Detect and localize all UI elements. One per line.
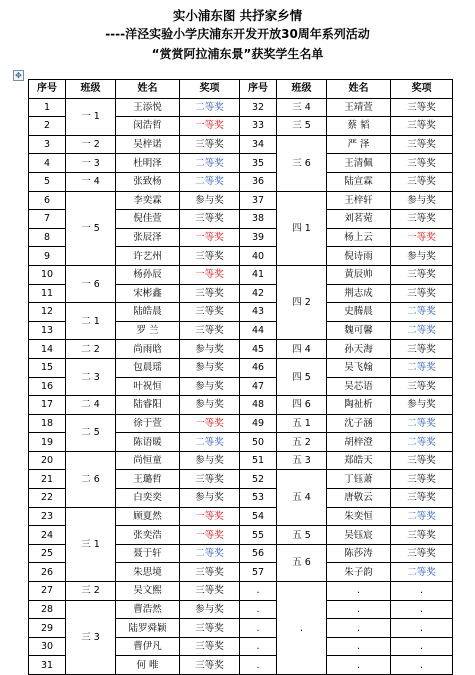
student-no: 11: [29, 284, 66, 303]
student-name: .: [327, 582, 391, 601]
award-cell: 二等奖: [391, 433, 453, 452]
student-no: 18: [29, 414, 66, 433]
student-no: 28: [29, 600, 66, 619]
class-cell: .: [277, 582, 327, 675]
student-name: 魏可馨: [327, 321, 391, 340]
student-no: 41: [240, 265, 277, 284]
student-no: 22: [29, 489, 66, 508]
student-name: 陈莎涛: [327, 544, 391, 563]
student-name: 曹伊凡: [116, 637, 180, 656]
student-no: 20: [29, 451, 66, 470]
student-name: 吴飞翰: [327, 358, 391, 377]
student-name: 沈子涵: [327, 414, 391, 433]
header-name-left: 姓名: [116, 80, 180, 99]
header-award-left: 奖项: [180, 80, 240, 99]
award-cell: 三等奖: [391, 526, 453, 545]
award-cell: 参与奖: [180, 600, 240, 619]
student-no: 32: [240, 98, 277, 117]
header-no-left: 序号: [29, 80, 66, 99]
class-cell: 四 5: [277, 358, 327, 395]
class-cell: 五 1: [277, 414, 327, 433]
class-cell: 三 5: [277, 117, 327, 136]
class-cell: 一 3: [66, 154, 116, 173]
student-no: 42: [240, 284, 277, 303]
student-no: 36: [240, 172, 277, 191]
class-cell: 四 2: [277, 265, 327, 339]
award-cell: 参与奖: [391, 396, 453, 415]
student-no: 24: [29, 526, 66, 545]
student-no: 2: [29, 117, 66, 136]
award-cell: 参与奖: [180, 451, 240, 470]
student-no: .: [240, 600, 277, 619]
award-cell: 三等奖: [391, 544, 453, 563]
student-no: 51: [240, 451, 277, 470]
student-no: .: [240, 637, 277, 656]
award-cell: 二等奖: [391, 507, 453, 526]
student-no: 5: [29, 172, 66, 191]
award-cell: 二等奖: [180, 154, 240, 173]
student-name: 朱子韵: [327, 563, 391, 582]
student-name: 王添悦: [116, 98, 180, 117]
student-no: 30: [29, 637, 66, 656]
student-no: 45: [240, 340, 277, 359]
student-no: 21: [29, 470, 66, 489]
class-cell: 四 4: [277, 340, 327, 359]
student-name: 黄辰帅: [327, 265, 391, 284]
student-name: 张辰泽: [116, 228, 180, 247]
student-name: 王璐哲: [116, 470, 180, 489]
title-line-1: 实小浦东图 共抒家乡情: [172, 8, 303, 23]
student-no: 27: [29, 582, 66, 601]
student-no: 46: [240, 358, 277, 377]
award-cell: 三等奖: [180, 303, 240, 322]
student-no: 44: [240, 321, 277, 340]
student-no: .: [240, 619, 277, 638]
student-no: 23: [29, 507, 66, 526]
student-no: 4: [29, 154, 66, 173]
award-cell: 三等奖: [391, 154, 453, 173]
table-row: [29, 191, 453, 210]
class-cell: 二 3: [66, 358, 116, 395]
class-cell: 一 2: [66, 135, 116, 154]
student-name: 朱奕恒: [327, 507, 391, 526]
student-name: 蔡 韬: [327, 117, 391, 136]
student-no: 47: [240, 377, 277, 396]
student-name: 陆罗舜颖: [116, 619, 180, 638]
student-name: 王清佩: [327, 154, 391, 173]
class-cell: 一 4: [66, 172, 116, 191]
student-name: 闵浩哲: [116, 117, 180, 136]
student-no: 26: [29, 563, 66, 582]
award-cell: 三等奖: [391, 210, 453, 229]
student-name: 顾夏然: [116, 507, 180, 526]
award-cell: 三等奖: [391, 117, 453, 136]
award-cell: 一等奖: [180, 265, 240, 284]
award-cell: 参与奖: [180, 191, 240, 210]
award-cell: 二等奖: [180, 172, 240, 191]
class-cell: 四 1: [277, 191, 327, 265]
award-cell: 参与奖: [180, 489, 240, 508]
award-cell: 参与奖: [391, 191, 453, 210]
table-move-handle-icon[interactable]: ✥: [13, 70, 24, 81]
student-name: 杨上云: [327, 228, 391, 247]
class-cell: 五 6: [277, 544, 327, 581]
class-cell: 一 5: [66, 191, 116, 265]
student-no: .: [240, 656, 277, 675]
student-name: .: [327, 619, 391, 638]
class-cell: 二 2: [66, 340, 116, 359]
award-cell: 三等奖: [180, 247, 240, 266]
class-cell: 三 2: [66, 582, 116, 601]
student-no: 15: [29, 358, 66, 377]
student-name: .: [327, 637, 391, 656]
table-row: [29, 303, 453, 322]
award-cell: 参与奖: [180, 358, 240, 377]
award-cell: 三等奖: [180, 656, 240, 675]
student-no: 52: [240, 470, 277, 489]
table-row: [29, 265, 453, 284]
header-no-right: 序号: [240, 80, 277, 99]
student-name: 张奕浩: [116, 526, 180, 545]
class-cell: 一 1: [66, 98, 116, 135]
student-name: 包晨瑶: [116, 358, 180, 377]
award-cell: 三等奖: [391, 470, 453, 489]
student-name: 杨孙辰: [116, 265, 180, 284]
student-name: 倪诗雨: [327, 247, 391, 266]
student-no: 19: [29, 433, 66, 452]
student-no: 35: [240, 154, 277, 173]
student-name: .: [327, 656, 391, 675]
student-name: 孙天海: [327, 340, 391, 359]
award-cell: .: [391, 582, 453, 601]
award-cell: 二等奖: [391, 321, 453, 340]
student-name: 陶祉析: [327, 396, 391, 415]
class-cell: 五 5: [277, 526, 327, 545]
award-cell: 三等奖: [391, 135, 453, 154]
student-name: 许艺州: [116, 247, 180, 266]
student-name: 胡梓澄: [327, 433, 391, 452]
award-cell: 参与奖: [180, 340, 240, 359]
table-row: [29, 154, 453, 173]
award-cell: 一等奖: [180, 228, 240, 247]
award-cell: 三等奖: [391, 340, 453, 359]
award-cell: 三等奖: [180, 563, 240, 582]
student-name: 杜明泽: [116, 154, 180, 173]
award-cell: .: [391, 637, 453, 656]
student-no: 6: [29, 191, 66, 210]
student-name: 徐于萱: [116, 414, 180, 433]
class-cell: 二 4: [66, 396, 116, 415]
student-no: 50: [240, 433, 277, 452]
class-cell: 四 6: [277, 396, 327, 415]
student-no: 54: [240, 507, 277, 526]
table-row: [29, 396, 453, 415]
class-cell: 二 1: [66, 303, 116, 340]
award-cell: 二等奖: [391, 563, 453, 582]
student-name: 史腾晨: [327, 303, 391, 322]
student-name: 曹浩然: [116, 600, 180, 619]
table-row: [29, 135, 453, 154]
award-cell: 一等奖: [180, 117, 240, 136]
award-table: [28, 79, 453, 675]
award-cell: 三等奖: [391, 489, 453, 508]
award-cell: 二等奖: [180, 544, 240, 563]
student-name: 陆宣霖: [327, 172, 391, 191]
student-name: 叶祝恒: [116, 377, 180, 396]
award-cell: 二等奖: [391, 303, 453, 322]
student-no: 38: [240, 210, 277, 229]
student-no: 33: [240, 117, 277, 136]
student-name: 吴文熙: [116, 582, 180, 601]
award-cell: 三等奖: [180, 210, 240, 229]
student-name: 王靖萱: [327, 98, 391, 117]
class-cell: 五 3: [277, 451, 327, 470]
student-name: 倪佳萱: [116, 210, 180, 229]
student-name: 聂于轩: [116, 544, 180, 563]
award-cell: 二等奖: [180, 433, 240, 452]
award-cell: 二等奖: [180, 98, 240, 117]
award-cell: 一等奖: [180, 414, 240, 433]
student-name: 吴梓诺: [116, 135, 180, 154]
student-no: 12: [29, 303, 66, 322]
header-name-right: 姓名: [327, 80, 391, 99]
student-name: 严 泽: [327, 135, 391, 154]
award-cell: 三等奖: [180, 637, 240, 656]
award-cell: 三等奖: [391, 265, 453, 284]
student-name: 白奕奕: [116, 489, 180, 508]
student-name: 吴芯语: [327, 377, 391, 396]
award-cell: 参与奖: [391, 247, 453, 266]
student-no: 9: [29, 247, 66, 266]
award-cell: 三等奖: [391, 172, 453, 191]
student-no: 13: [29, 321, 66, 340]
class-cell: 五 4: [277, 470, 327, 526]
award-cell: .: [391, 656, 453, 675]
student-name: 李奕霖: [116, 191, 180, 210]
table-row: [29, 451, 453, 470]
student-no: 31: [29, 656, 66, 675]
student-no: 17: [29, 396, 66, 415]
student-no: 43: [240, 303, 277, 322]
student-no: 55: [240, 526, 277, 545]
table-row: [29, 98, 453, 117]
award-cell: 三等奖: [180, 321, 240, 340]
header-class-left: 班级: [66, 80, 116, 99]
award-cell: 三等奖: [180, 582, 240, 601]
award-cell: 三等奖: [180, 619, 240, 638]
student-no: 29: [29, 619, 66, 638]
student-no: 40: [240, 247, 277, 266]
award-cell: .: [391, 600, 453, 619]
award-cell: 一等奖: [180, 507, 240, 526]
award-cell: 三等奖: [180, 284, 240, 303]
table-row: [29, 582, 453, 601]
award-cell: 二等奖: [391, 414, 453, 433]
student-name: 宋彬鑫: [116, 284, 180, 303]
student-no: 25: [29, 544, 66, 563]
header-class-right: 班级: [277, 80, 327, 99]
award-cell: .: [391, 619, 453, 638]
student-no: 49: [240, 414, 277, 433]
class-cell: 五 2: [277, 433, 327, 452]
student-name: 荆志成: [327, 284, 391, 303]
student-no: 1: [29, 98, 66, 117]
student-name: 吴钰宸: [327, 526, 391, 545]
table-row: [29, 507, 453, 526]
table-row: [29, 340, 453, 359]
student-name: 张致杨: [116, 172, 180, 191]
student-name: .: [327, 600, 391, 619]
student-name: 罗 兰: [116, 321, 180, 340]
table-header-row: [29, 80, 453, 99]
student-no: .: [240, 582, 277, 601]
student-name: 陆睿阳: [116, 396, 180, 415]
student-name: 尚恒童: [116, 451, 180, 470]
student-name: 陈语暖: [116, 433, 180, 452]
award-cell: 三等奖: [391, 98, 453, 117]
student-no: 57: [240, 563, 277, 582]
award-cell: 三等奖: [180, 470, 240, 489]
award-cell: 三等奖: [391, 284, 453, 303]
student-name: 陆皓晨: [116, 303, 180, 322]
student-name: 刘茗菀: [327, 210, 391, 229]
student-name: 尚雨晗: [116, 340, 180, 359]
student-name: 郑皓天: [327, 451, 391, 470]
class-cell: 三 1: [66, 507, 116, 581]
award-cell: 一等奖: [180, 526, 240, 545]
header-award-right: 奖项: [391, 80, 453, 99]
class-cell: 三 6: [277, 135, 327, 191]
class-cell: 三 4: [277, 98, 327, 117]
student-no: 14: [29, 340, 66, 359]
student-no: 39: [240, 228, 277, 247]
student-no: 16: [29, 377, 66, 396]
award-cell: 三等奖: [180, 135, 240, 154]
student-no: 8: [29, 228, 66, 247]
student-name: 何 唯: [116, 656, 180, 675]
student-no: 37: [240, 191, 277, 210]
award-cell: 二等奖: [391, 358, 453, 377]
title-line-2: ----洋泾实验小学庆浦东开发开放30周年系列活动: [105, 27, 370, 41]
student-no: 7: [29, 210, 66, 229]
student-name: 朱思境: [116, 563, 180, 582]
student-no: 3: [29, 135, 66, 154]
title-line-3: “赏赏阿拉浦东景”获奖学生名单: [151, 47, 324, 61]
award-cell: 一等奖: [391, 228, 453, 247]
table-row: [29, 358, 453, 377]
student-name: 丁钰萧: [327, 470, 391, 489]
table-row: [29, 600, 453, 619]
student-no: 48: [240, 396, 277, 415]
student-name: 王梓轩: [327, 191, 391, 210]
student-no: 53: [240, 489, 277, 508]
table-row: [29, 172, 453, 191]
class-cell: 一 6: [66, 265, 116, 302]
student-name: 唐敬云: [327, 489, 391, 508]
award-cell: 参与奖: [180, 396, 240, 415]
award-cell: 参与奖: [180, 377, 240, 396]
table-row: [29, 414, 453, 433]
class-cell: 三 3: [66, 600, 116, 674]
class-cell: 二 5: [66, 414, 116, 451]
award-cell: 三等奖: [391, 377, 453, 396]
award-cell: 三等奖: [391, 451, 453, 470]
class-cell: 二 6: [66, 451, 116, 507]
student-no: 56: [240, 544, 277, 563]
student-no: 10: [29, 265, 66, 284]
student-no: 34: [240, 135, 277, 154]
